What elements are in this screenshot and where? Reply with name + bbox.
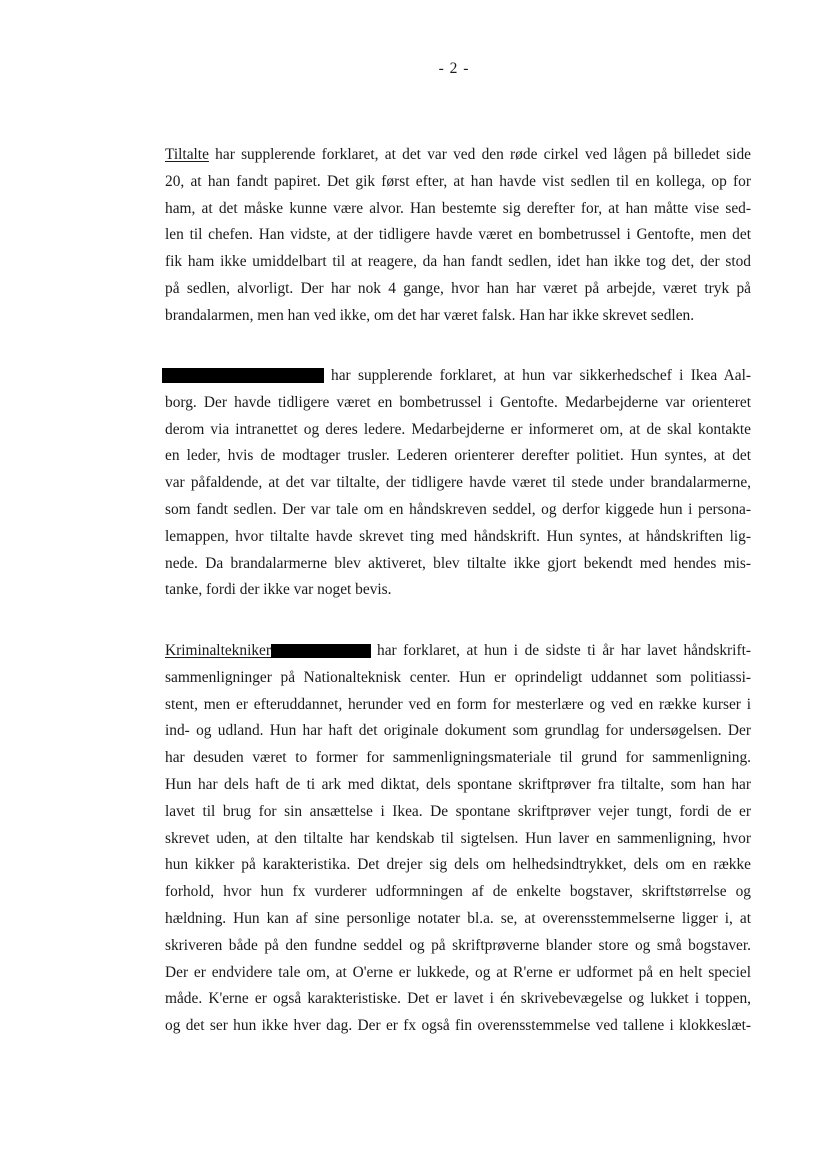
text-line: måde. K'erne er også karakteristiske. Det er lavet i én skrivebevægelse og lukket i toppen, bbox=[165, 990, 751, 1008]
text-line: hun kikker på karakteristika. Det drejer sig dels om helhedsindtrykket, dels om en række bbox=[165, 856, 751, 874]
paragraph-lead: Kriminaltekniker bbox=[165, 642, 271, 659]
redaction-bar bbox=[162, 368, 324, 383]
text-line: har supplerende forklaret, at hun var sikkerhedschef i Ikea Aal- bbox=[165, 363, 751, 390]
text-line: Der er endvidere tale om, at O'erne er lukkede, og at R'erne er udformet på en helt speciel bbox=[165, 963, 751, 981]
redaction-bar bbox=[271, 644, 371, 658]
text-line: skriveren både på den fundne seddel og på skriftprøverne blander store og små bogstaver. bbox=[165, 936, 751, 954]
text-line: sammenligninger på Nationalteknisk center. Hun er oprindeligt uddannet som politiassi- bbox=[165, 668, 751, 686]
text-line: som fandt sedlen. Der var tale om en håndskreven seddel, og derfor kiggede hun i persona- bbox=[165, 500, 751, 518]
text-line: borg. Der havde tidligere været en bombetrussel i Gentofte. Medarbejderne var orienteret bbox=[165, 393, 751, 411]
text-line: 20, at han fandt papiret. Det gik først efter, at han havde vist sedlen til en kollega, op for bbox=[165, 172, 751, 190]
text-line: hældning. Hun kan af sine personlige notater bl.a. se, at overensstemmelserne ligger i, at bbox=[165, 909, 751, 927]
text-line: len til chefen. Han vidste, at der tidligere havde været en bombetrussel i Gentofte, men det bbox=[165, 226, 751, 244]
text-line: en leder, hvis de modtager trusler. Lederen orienterer derefter politiet. Hun syntes, at det bbox=[165, 447, 751, 465]
text-line: ham, at det måske kunne være alvor. Han bestemte sig derefter for, at han måtte vise sed- bbox=[165, 199, 751, 217]
text-line: tanke, fordi der ikke var noget bevis. bbox=[165, 581, 392, 599]
text-line: fik ham ikke umiddelbart til at reagere, da han fandt sedlen, idet han ikke tog det, der stod bbox=[165, 253, 751, 271]
text-line: brandalarmen, men han ved ikke, om det har været falsk. Han har ikke skrevet sedlen. bbox=[165, 306, 695, 324]
text-line: lavet til brug for sin ansættelse i Ikea. De spontane skriftprøver vejer tungt, fordi de er bbox=[165, 802, 751, 820]
text-line: stent, men er efteruddannet, herunder ved en form for mesterlære og ved en række kurser i bbox=[165, 695, 751, 713]
text-line: Kriminaltekniker har forklaret, at hun i de sidste ti år har lavet håndskrift- bbox=[165, 642, 751, 659]
paragraph-defendant-statement bbox=[165, 142, 751, 330]
paragraph-lead: Tiltalte bbox=[165, 146, 209, 163]
text-line: lemappen, hvor tiltalte havde skrevet ting med håndskrift. Hun syntes, at håndskriften lig- bbox=[165, 527, 751, 545]
text-line: nede. Da brandalarmerne blev aktiveret, blev tiltalte ikke gjort bekendt med hendes mis- bbox=[165, 554, 751, 572]
paragraph-security-chief-statement bbox=[165, 363, 751, 604]
text-line: derom via intranettet og deres ledere. Medarbejderne er informeret om, at de skal kontakte bbox=[165, 420, 751, 438]
paragraph-forensic-technician-statement bbox=[165, 638, 751, 1040]
text-line: ind- og udland. Hun har haft det originale dokument som grundlag for undersøgelsen. Der bbox=[165, 722, 751, 740]
text-line: Hun har dels haft de ti ark med diktat, dels spontane skriftprøver fra tiltalte, som han har bbox=[165, 775, 751, 793]
page-number: - 2 - bbox=[438, 60, 470, 77]
text-line: forhold, hvor hun fx vurderer udformningen af de enkelte bogstaver, skriftstørrelse og bbox=[165, 883, 751, 901]
text-line: Tiltalte har supplerende forklaret, at det var ved den røde cirkel ved lågen på billedet side bbox=[165, 146, 751, 163]
text-line: på sedlen, alvorligt. Der har nok 4 gange, hvor han har været på arbejde, været tryk på bbox=[165, 279, 751, 297]
text-line: og det ser hun ikke hver dag. Der er fx også fin overensstemmelse ved tallene i klokkeslæt- bbox=[165, 1017, 751, 1035]
text-line: var påfaldende, at det var tiltalte, der tidligere havde været til stede under brandalarmerne, bbox=[165, 474, 751, 492]
text-line: skrevet uden, at den tiltalte har kendskab til sigtelsen. Hun laver en sammenligning, hvor bbox=[165, 829, 751, 847]
text-line: har desuden været to former for sammenligningsmateriale til grund for sammenligning. bbox=[165, 749, 751, 767]
